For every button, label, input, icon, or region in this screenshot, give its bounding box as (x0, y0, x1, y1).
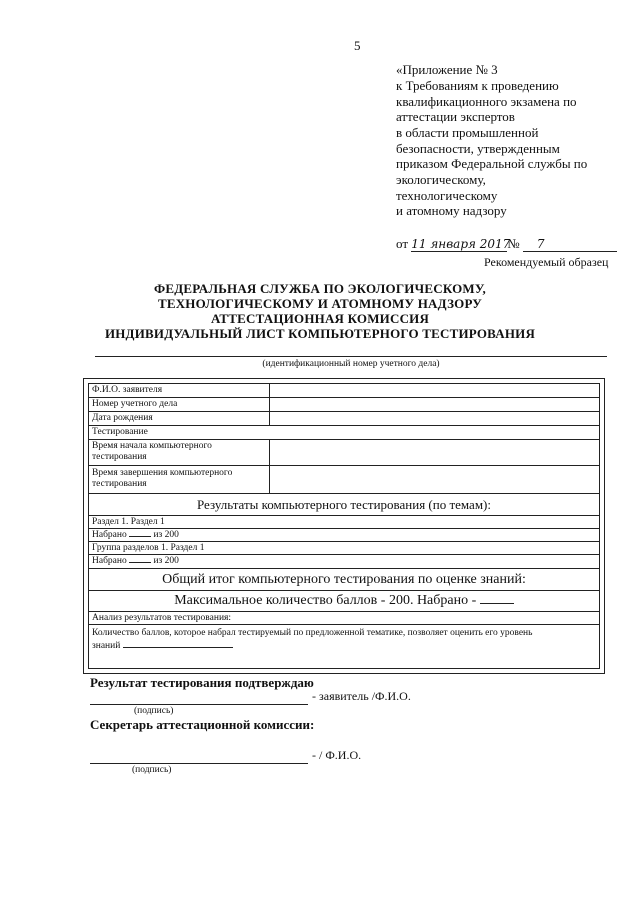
form-row-end-time (89, 466, 599, 494)
assessment-line-2 (92, 640, 596, 653)
form-row-total-heading (89, 569, 599, 591)
id-number-caption: (идентификационный номер учетного дела) (262, 359, 440, 369)
column-divider (269, 440, 270, 465)
total-heading: Общий итог компьютерного тестирования по оценке знаний: (162, 572, 526, 587)
applicant-signature-line (90, 704, 308, 705)
applicant-signature-text: - заявитель /Ф.И.О. (312, 689, 411, 703)
title-line-2: ТЕХНОЛОГИЧЕСКОМУ И АТОМНОМУ НАДЗОРУ (157, 296, 483, 311)
max-score-blank (480, 603, 514, 604)
order-date-handwritten: 11 января 2017 (411, 237, 511, 251)
scored-1-suffix: из 200 (153, 530, 179, 540)
assessment-blank (123, 647, 233, 648)
appendix-line-7: приказом Федеральной службы по (396, 156, 588, 171)
form-row-group-1 (89, 542, 599, 555)
group-1-label: Группа разделов 1. Раздел 1 (92, 543, 205, 553)
appendix-line-4: аттестации экспертов (396, 109, 515, 124)
start-time-label: Время начала компьютерного тестирования (92, 441, 212, 462)
id-number-line (95, 356, 607, 357)
title-line-3: АТТЕСТАЦИОННАЯ КОМИССИЯ (210, 311, 430, 326)
appendix-line-9: технологическому (396, 188, 498, 203)
appendix-line-8: экологическому, (396, 172, 486, 187)
end-time-label: Время завершения компьютерного тестирования (92, 468, 233, 489)
assessment-line-2-text: знаний (92, 641, 121, 651)
form-row-fio (89, 384, 599, 398)
scored-2-suffix: из 200 (153, 556, 179, 566)
scored-1-prefix: Набрано (92, 530, 127, 540)
testing-form (83, 378, 605, 674)
scored-1-blank (129, 536, 151, 537)
form-row-case-number (89, 398, 599, 412)
assessment-text (92, 627, 596, 653)
appendix-line-5: в области промышленной (396, 125, 539, 140)
confirm-heading: Результат тестирования подтверждаю (90, 675, 314, 690)
column-divider (269, 412, 270, 425)
appendix-line-2: к Требованиям к проведению (396, 78, 559, 93)
order-date-line (396, 236, 617, 252)
secretary-signature-text: - / Ф.И.О. (312, 748, 362, 762)
scored-2-blank (129, 562, 151, 563)
max-score (89, 593, 599, 609)
appendix-line-10: и атомному надзору (396, 203, 507, 218)
appendix-line-1: «Приложение № 3 (396, 62, 498, 77)
scored-2-prefix: Набрано (92, 556, 127, 566)
appendix-line-3: квалификационного экзамена по (396, 94, 577, 109)
column-divider (269, 466, 270, 493)
scored-2 (92, 556, 179, 567)
analysis-label: Анализ результатов тестирования: (92, 613, 232, 623)
column-divider (269, 398, 270, 411)
title-line-4: ИНДИВИДУАЛЬНЫЙ ЛИСТ КОМПЬЮТЕРНОГО ТЕСТИРОВАНИЯ (104, 326, 536, 341)
form-row-testing (89, 426, 599, 440)
birth-date-label: Дата рождения (92, 413, 153, 423)
results-heading: Результаты компьютерного тестирования (по темам): (197, 497, 491, 512)
form-row-max-score (89, 591, 599, 612)
page-number: 5 (354, 38, 361, 53)
order-number-label: № (507, 236, 520, 251)
form-row-section-1 (89, 516, 599, 529)
testing-form-inner (88, 383, 600, 669)
secretary-heading: Секретарь аттестационной комиссии: (90, 717, 315, 732)
title-line-1: ФЕДЕРАЛЬНАЯ СЛУЖБА ПО ЭКОЛОГИЧЕСКОМУ, (154, 281, 486, 296)
column-divider (269, 384, 270, 397)
section-1-label: Раздел 1. Раздел 1 (92, 517, 165, 527)
fio-label: Ф.И.О. заявителя (92, 385, 163, 395)
secretary-signature-caption: (подпись) (132, 765, 172, 775)
testing-label: Тестирование (92, 427, 148, 437)
form-row-scored-2 (89, 555, 599, 569)
appendix-line-6: безопасности, утвержденным (396, 141, 560, 156)
max-score-text: Максимальное количество баллов - 200. Набрано - (174, 593, 477, 608)
form-row-start-time (89, 440, 599, 466)
secretary-signature-line (90, 763, 308, 764)
form-row-birth-date (89, 412, 599, 426)
order-prefix: от (396, 236, 409, 251)
applicant-signature-caption: (подпись) (134, 706, 174, 716)
case-number-label: Номер учетного дела (92, 399, 178, 409)
recommended-sample-label: Рекомендуемый образец (484, 255, 609, 269)
form-row-analysis (89, 612, 599, 625)
form-row-results-heading (89, 494, 599, 516)
scored-1 (92, 530, 179, 541)
assessment-line-1: Количество баллов, которое набрал тестируемый по предложенной тематике, позволяет оценить его уровень (92, 628, 533, 638)
order-number-handwritten: 7 (523, 237, 617, 252)
form-row-scored-1 (89, 529, 599, 542)
